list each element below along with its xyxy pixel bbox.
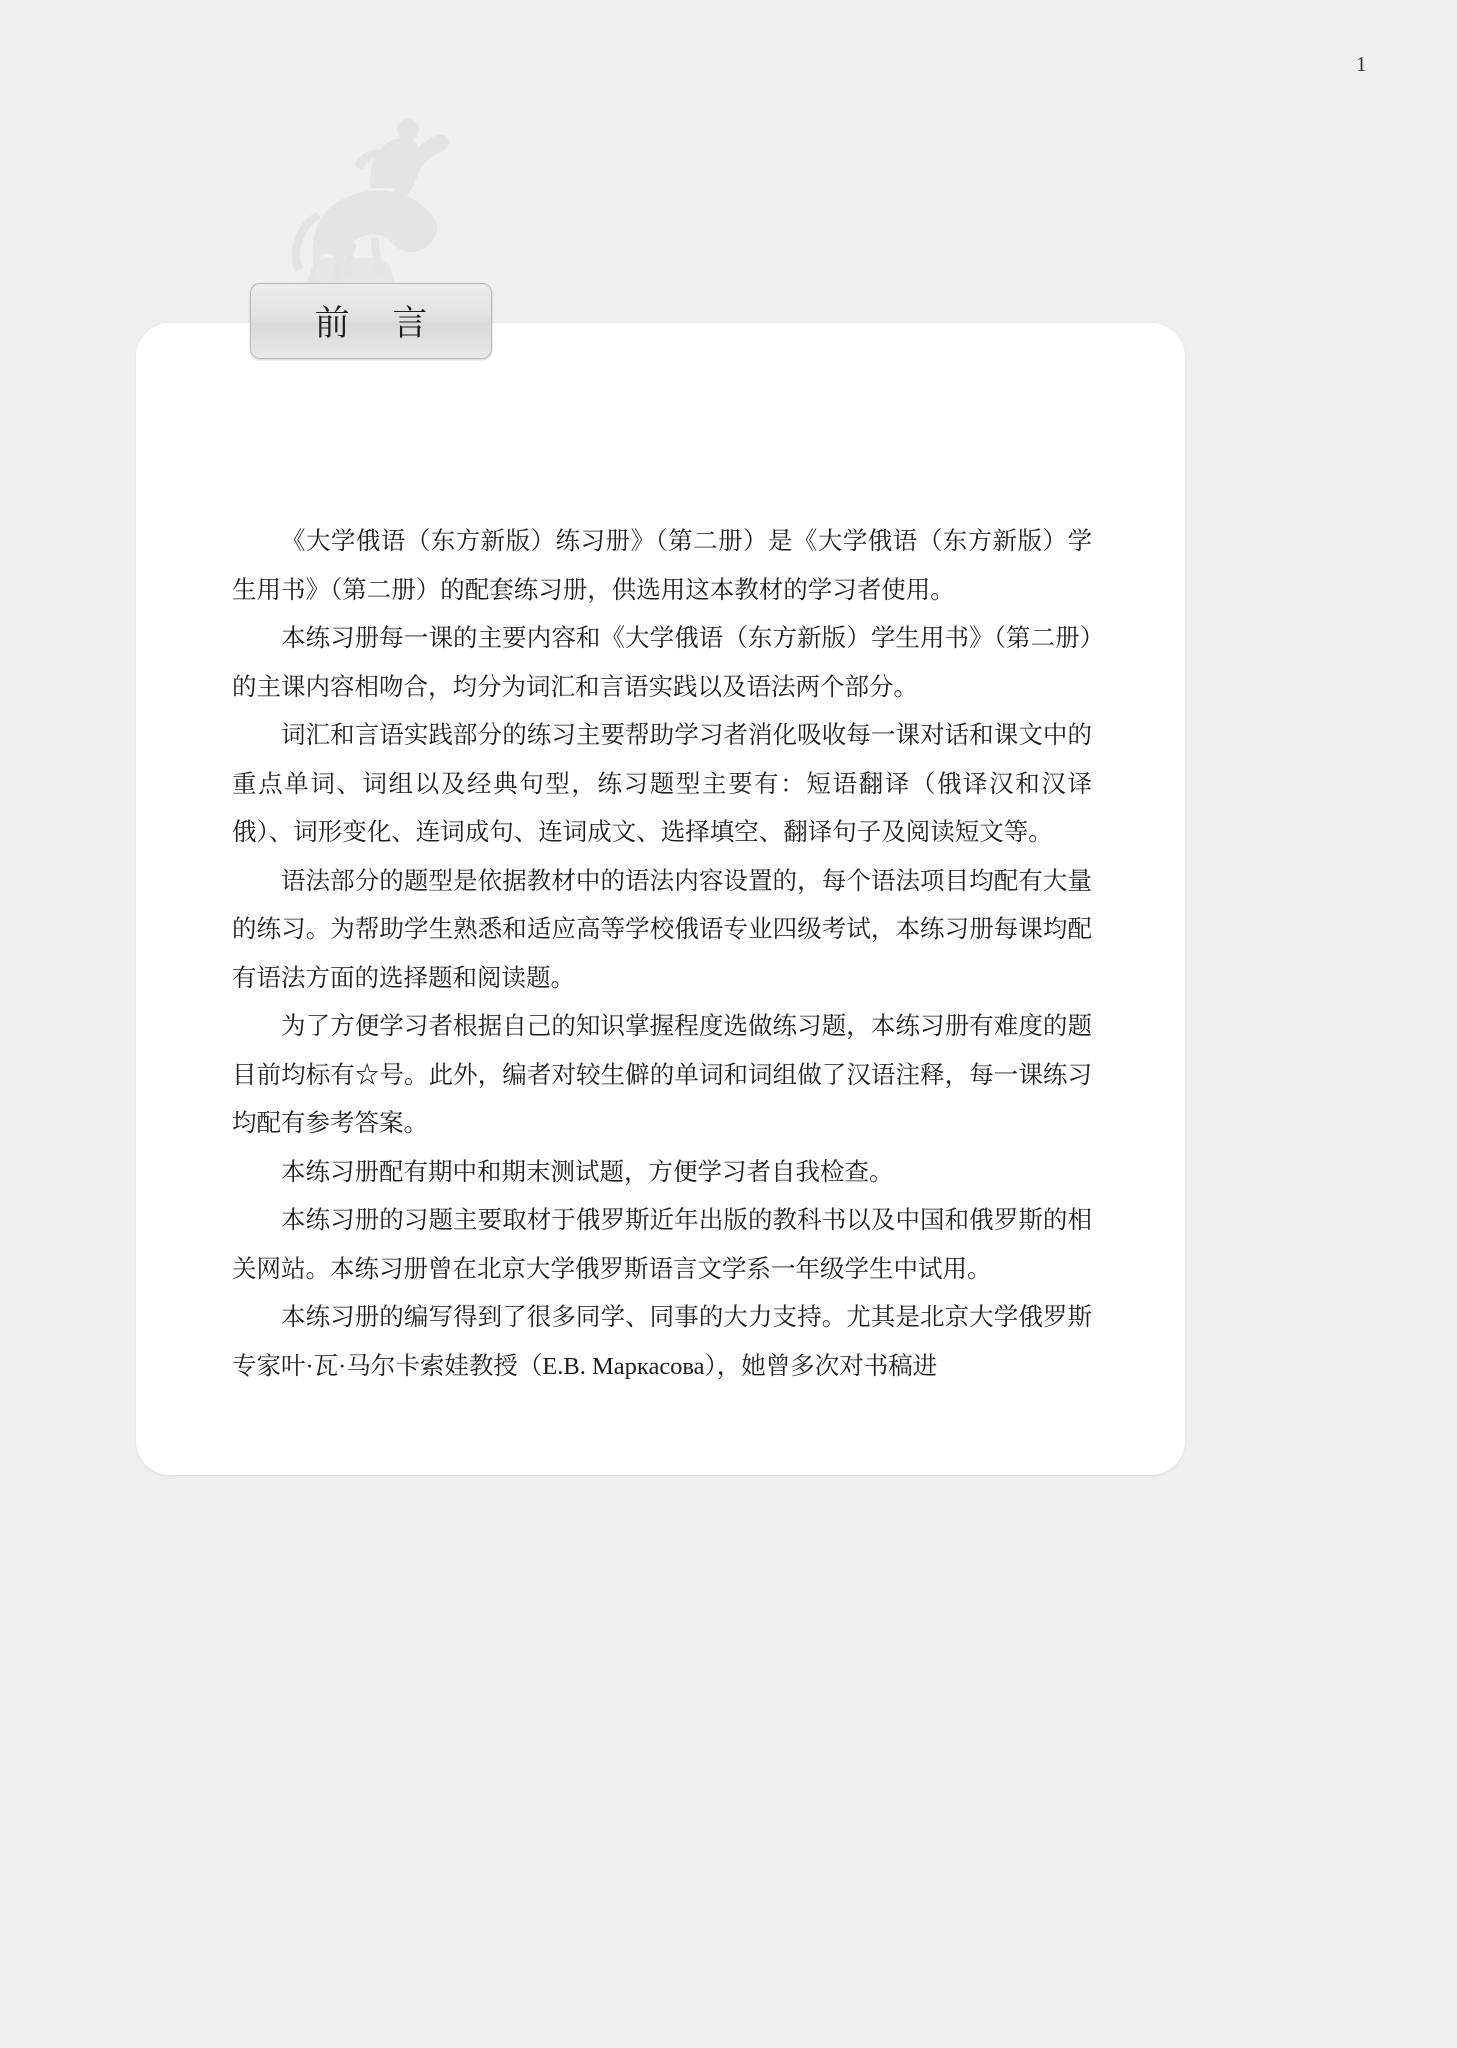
preface-paragraph: 为了方便学习者根据自己的知识掌握程度选做练习题，本练习册有难度的题目前均标有☆号。此外，编者对较生僻的单词和词组做了汉语注释，每一课练习均配有参考答案。 xyxy=(232,1013,1092,1137)
preface-paragraph: 本练习册的编写得到了很多同学、同事的大力支持。尤其是北京大学俄罗斯专家叶·瓦·马尔卡索娃教授（Е.В. Маркасова），她曾多次对书稿进 xyxy=(232,1304,1092,1380)
preface-card xyxy=(136,323,1185,1475)
preface-paragraph: 词汇和言语实践部分的练习主要帮助学习者消化吸收每一课对话和课文中的重点单词、词组以及经典句型，练习题型主要有：短语翻译（俄译汉和汉译俄）、词形变化、连词成句、连词成文、选择填空、翻译句子及阅读短文等。 xyxy=(232,722,1092,846)
preface-paragraph: 本练习册的习题主要取材于俄罗斯近年出版的教科书以及中国和俄罗斯的相关网站。本练习册曾在北京大学俄罗斯语言文学系一年级学生中试用。 xyxy=(232,1207,1092,1283)
equestrian-statue-icon xyxy=(253,92,493,307)
preface-title-plaque xyxy=(250,283,492,359)
preface-paragraph: 本练习册配有期中和期末测试题，方便学习者自我检查。 xyxy=(281,1158,894,1186)
preface-body xyxy=(232,518,1092,1391)
page-number: 1 xyxy=(1356,52,1367,76)
preface-paragraph: 《大学俄语（东方新版）练习册》（第二册）是《大学俄语（东方新版）学生用书》（第二册）的配套练习册，供选用这本教材的学习者使用。 xyxy=(232,528,1092,604)
preface-paragraph: 本练习册每一课的主要内容和《大学俄语（东方新版）学生用书》（第二册）的主课内容相吻合，均分为词汇和言语实践以及语法两个部分。 xyxy=(232,625,1092,701)
page-title: 前 言 xyxy=(314,304,445,343)
preface-paragraph: 语法部分的题型是依据教材中的语法内容设置的，每个语法项目均配有大量的练习。为帮助学生熟悉和适应高等学校俄语专业四级考试，本练习册每课均配有语法方面的选择题和阅读题。 xyxy=(232,867,1092,992)
